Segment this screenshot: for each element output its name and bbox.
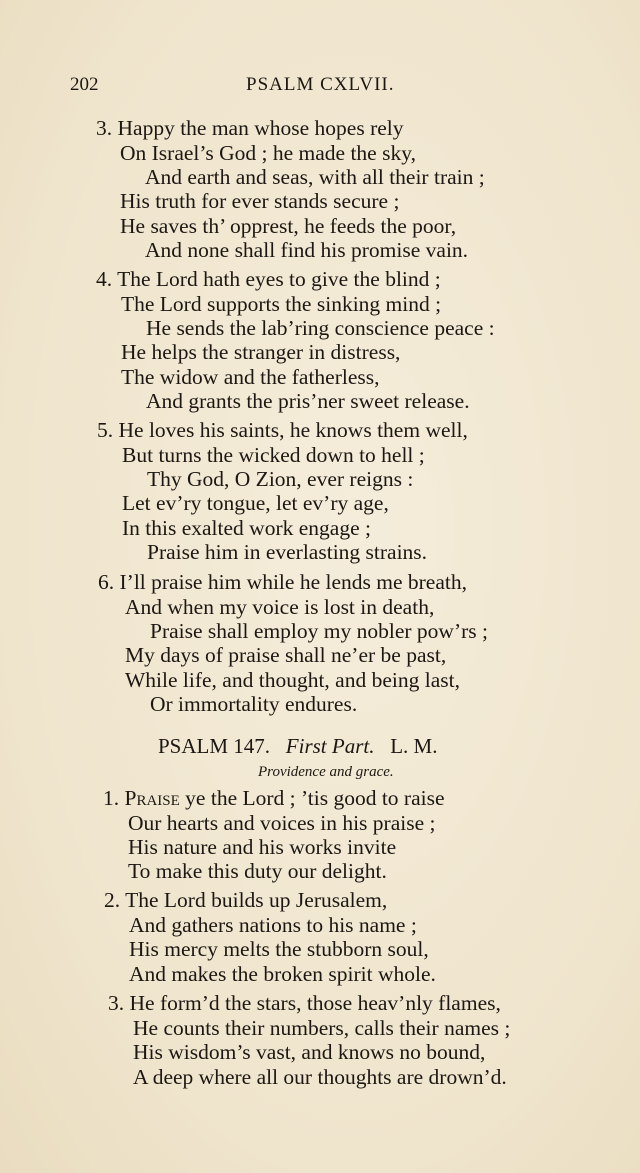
running-title: PSALM CXLVII. (246, 74, 395, 95)
verse-line: Let ev’ry tongue, let ev’ry age, (122, 491, 389, 515)
stanza-5-line-1 (97, 418, 468, 443)
psalm-heading (158, 734, 437, 759)
verse-line: Our hearts and voices in his praise ; (128, 811, 436, 835)
verse-line: Praise him in everlasting strains. (147, 540, 428, 564)
verse-line: His truth for ever stands secure ; (120, 189, 400, 213)
stanza-number: 6. (98, 570, 115, 594)
verse-line: My days of praise shall ne’er be past, (125, 643, 447, 667)
verse-line: He form’d the stars, those heav’nly flames, (129, 991, 501, 1015)
psalm-number: PSALM 147. (158, 734, 271, 758)
verse-line: He sends the lab’ring conscience peace : (146, 316, 495, 340)
stanza-3-line-1 (96, 116, 404, 141)
verse-line: And when my voice is lost in death, (125, 595, 435, 619)
verse-line: I’ll praise him while he lends me breath, (119, 570, 467, 594)
page-header (0, 74, 640, 104)
verse-line: He loves his saints, he knows them well, (118, 418, 468, 442)
verse-line: The widow and the fatherless, (121, 365, 380, 389)
p147-stanza-1-line-1 (103, 786, 445, 811)
verse-line: He helps the stranger in distress, (121, 340, 401, 364)
verse-line: And earth and seas, with all their train ; (145, 165, 485, 189)
stanza-number: 1. (103, 786, 120, 810)
page-number: 202 (70, 74, 99, 95)
meter-label: L. M. (390, 734, 438, 758)
p147-stanza-2-line-1 (104, 888, 387, 913)
verse-line: The Lord supports the sinking mind ; (121, 292, 442, 316)
verse-line: Thy God, O Zion, ever reigns : (147, 467, 414, 491)
stanza-4-line-1 (96, 267, 441, 292)
verse-line: And none shall find his promise vain. (145, 238, 469, 262)
verse-line: A deep where all our thoughts are drown’d. (133, 1065, 507, 1089)
stanza-number: 2. (104, 888, 121, 912)
verse-line: He saves th’ opprest, he feeds the poor, (120, 214, 457, 238)
stanza-number: 3. (96, 116, 113, 140)
verse-line: To make this duty our delight. (128, 859, 387, 883)
stanza-number: 3. (108, 991, 125, 1015)
verse-line: The Lord hath eyes to give the blind ; (117, 267, 441, 291)
verse-line: In this exalted work engage ; (122, 516, 371, 540)
p147-stanza-3-line-1 (108, 991, 501, 1016)
verse-line: On Israel’s God ; he made the sky, (120, 141, 416, 165)
verse-line: And grants the pris’ner sweet release. (146, 389, 470, 413)
stanza-number: 5. (97, 418, 114, 442)
verse-line: Happy the man whose hopes rely (117, 116, 404, 140)
stanza-6-line-1 (98, 570, 467, 595)
verse-line: And gathers nations to his name ; (129, 913, 417, 937)
verse-line: Or immortality endures. (150, 692, 358, 716)
part-label: First Part. (285, 734, 375, 758)
verse-line: His wisdom’s vast, and knows no bound, (133, 1040, 486, 1064)
stanza-number: 4. (96, 267, 113, 291)
verse-line: His nature and his works invite (128, 835, 397, 859)
verse-line: He counts their numbers, calls their names ; (133, 1016, 511, 1040)
verse-line: ye the Lord ; ’tis good to raise (179, 786, 445, 810)
verse-line: And makes the broken spirit whole. (129, 962, 436, 986)
verse-line: But turns the wicked down to hell ; (122, 443, 425, 467)
verse-line: While life, and thought, and being last, (125, 668, 460, 692)
verse-line: His mercy melts the stubborn soul, (129, 937, 429, 961)
psalm-caption: Providence and grace. (258, 764, 394, 780)
verse-line: Praise shall employ my nobler pow’rs ; (150, 619, 488, 643)
verse-line: The Lord builds up Jerusalem, (125, 888, 388, 912)
drop-word: Praise (124, 786, 180, 810)
